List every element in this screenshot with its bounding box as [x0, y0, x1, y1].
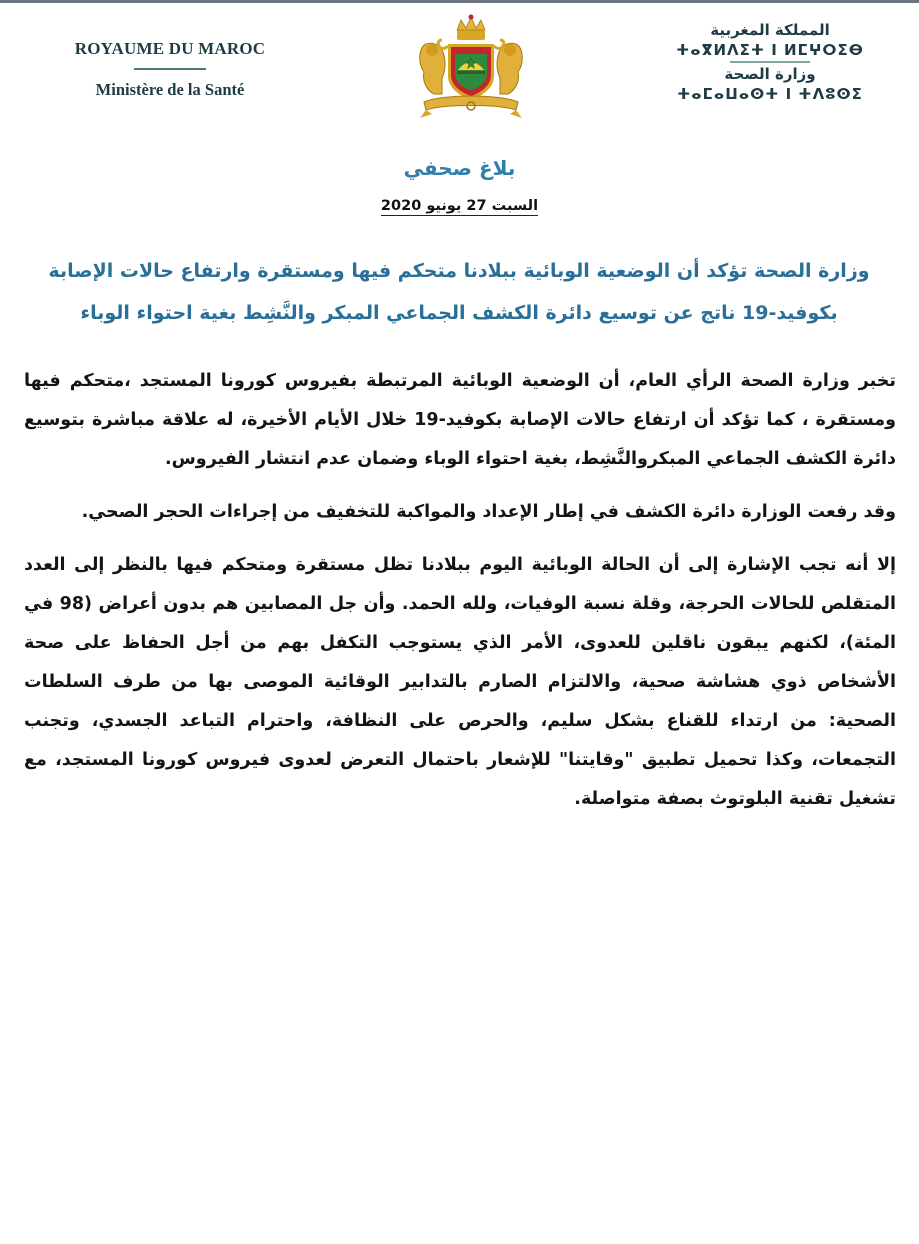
letterhead-divider-left [134, 68, 206, 70]
body-paragraph-1: تخبر وزارة الصحة الرأي العام، أن الوضعية الوبائية المرتبطة بفيروس كورونا المستجد ،متحكم فيها ومستقرة ، كما تؤكد أن ارتفاع حالات الإصابة بكوفيد-19 خلال الأيام الأخيرة، له علاقة مباشرة بتوسيع دائرة الكشف الجماعي المبكروالنَّشِط، بغية احتواء الوباء وضمان عدم انتشار الفيروس. [24, 371, 896, 469]
press-release-headline: وزارة الصحة تؤكد أن الوضعية الوبائية ببلادنا متحكم فيها ومستقرة وارتفاع حالات الإصابة بكوفيد-19 ناتج عن توسيع دائرة الكشف الجماعي المبكر والنَّشِط بغية احتواء الوباء [48, 260, 870, 324]
lion-left-icon [420, 43, 445, 94]
kingdom-name-tifinagh: ⵜⴰⴳⵍⴷⵉⵜ ⵏ ⵍⵎⵖⵔⵉⴱ [676, 41, 864, 59]
press-release-date [0, 198, 919, 214]
letterhead-divider-right [730, 61, 810, 63]
press-release-title: بلاغ صحفي [403, 156, 516, 180]
letterhead-arabic [640, 20, 900, 104]
crown-icon [457, 15, 485, 41]
ribbon-icon [420, 96, 522, 118]
press-release-date-text: السبت 27 يونيو 2020 [380, 198, 539, 214]
ministry-name-ar: وزارة الصحة [724, 65, 816, 83]
ministry-name-fr: Ministère de la Santé [95, 80, 245, 99]
coat-of-arms-icon [412, 14, 530, 122]
ministry-name-tifinagh: ⵜⴰⵎⴰⵡⴰⵙⵜ ⵏ ⵜⴷⵓⵙⵉ [677, 85, 863, 103]
body-paragraph-3: إلا أنه تجب الإشارة إلى أن الحالة الوبائية اليوم ببلادنا تظل مستقرة ومتحكم فيها بالنظر إلى العدد المتقلص للحالات الحرجة، وقلة نسبة الوفيات، ولله الحمد. وأن جل المصابين هم بدون أعراض (98 في المئة)، لكنهم يبقون ناقلين للعدوى، الأمر الذي يستوجب التكفل بهم من أجل الحفاظ على صحة الأشخاص ذوي هشاشة صحية، والالتزام الصارم بالتدابير الوقائية الموصى بها من طرف السلطات الصحية: من ارتداء للقناع بشكل سليم، والحرص على النظافة، واحترام التباعد الجسدي، وتجنب التجمعات، وكذا تحميل تطبيق "وقايتنا" للإشعار باحتمال التعرض لعدوى فيروس كورونا المستجد، مع تشغيل تقنية البلوتوث بصفة متواصلة. [24, 555, 896, 809]
kingdom-name-fr: ROYAUME DU MAROC [74, 39, 266, 58]
page-top-border [0, 0, 919, 3]
kingdom-name-ar: المملكة المغربية [710, 21, 830, 39]
body-paragraph-2: وقد رفعت الوزارة دائرة الكشف في إطار الإعداد والمواكبة للتخفيف من إجراءات الحجر الصحي. [81, 502, 896, 522]
press-release-body [24, 362, 896, 833]
letterhead-french [20, 38, 320, 101]
lion-right-icon [497, 43, 522, 94]
shield-icon [448, 44, 494, 100]
